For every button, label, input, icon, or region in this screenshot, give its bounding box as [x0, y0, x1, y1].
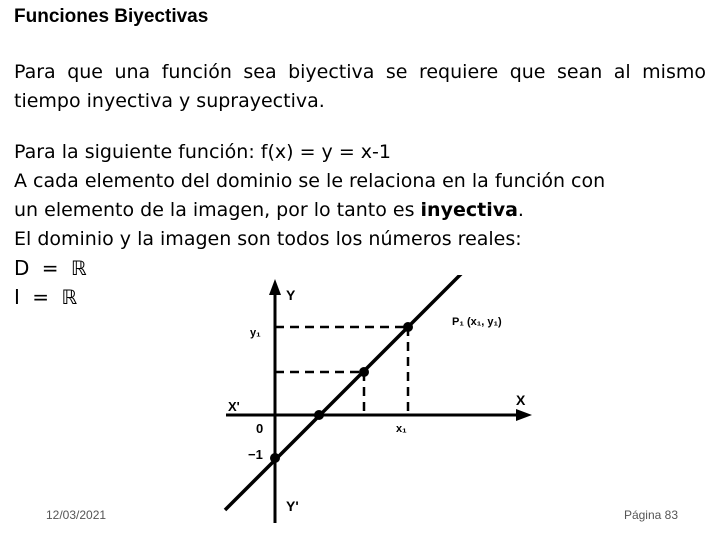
y-axis-neg-label: Y' [286, 498, 299, 514]
slide-title: Funciones Biyectivas [14, 6, 209, 27]
domain-set: D = ℝ [14, 256, 90, 280]
x1-label: x₁ [396, 423, 407, 435]
function-graph [220, 275, 540, 530]
y-axis-arrow-icon [269, 279, 281, 295]
mid-point [359, 367, 369, 377]
footer-date: 12/03/2021 [46, 508, 107, 522]
y-intercept-point [270, 453, 280, 463]
body-line-3-end: . [517, 199, 524, 221]
body-line-4: El dominio y la imagen son todos los números reales: [14, 228, 522, 250]
y1-label: y₁ [250, 327, 261, 339]
body-line-2: A cada elemento del dominio se le relaciona en la función con [14, 170, 606, 192]
x-intercept-point [314, 410, 324, 420]
y-intercept-label: −1 [248, 447, 263, 462]
image-set: I = ℝ [14, 285, 81, 309]
page-number: Página 83 [623, 508, 678, 522]
point-p1 [403, 322, 413, 332]
x-axis-neg-label: X' [228, 399, 240, 414]
x-axis-label: X [516, 392, 526, 408]
function-line [225, 275, 470, 510]
body-line-3 [14, 196, 706, 225]
body-line-3-text: un elemento de la imagen, por lo tanto es [14, 199, 421, 221]
origin-label: 0 [256, 421, 264, 436]
point-p1-label: P₁ (x₁, y₁) [452, 316, 502, 328]
intro-paragraph: Para que una función sea biyectiva se requiere que sean al mismo tiempo inyectiva y suprayectiva. [14, 61, 706, 112]
x-axis-arrow-icon [516, 409, 532, 421]
function-definition: Para la siguiente función: f(x) = y = x-1 [14, 141, 391, 163]
injective-keyword: inyectiva [420, 199, 518, 221]
y-axis-label: Y [286, 287, 296, 303]
